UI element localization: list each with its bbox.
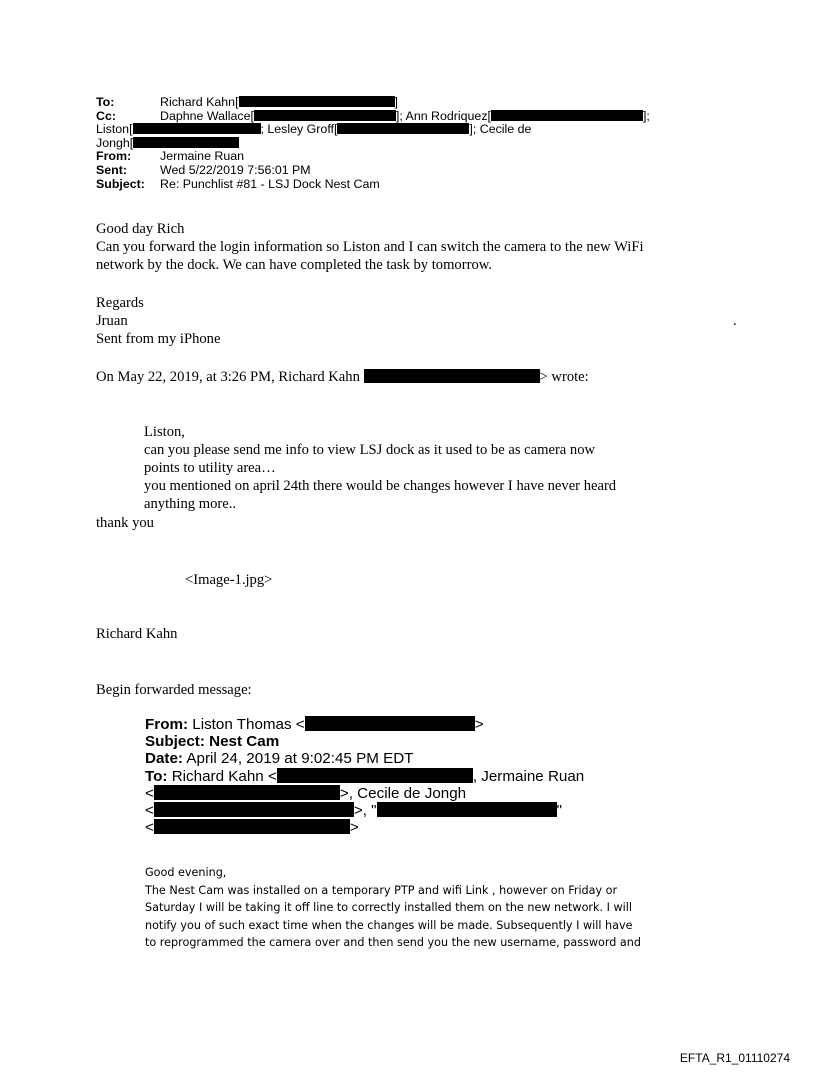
fwd-to-row-2	[145, 785, 584, 802]
cc-row-2	[96, 123, 650, 137]
fwd-to-row-4	[145, 819, 584, 836]
to-value: Richard Kahn[	[160, 95, 239, 109]
redaction	[254, 110, 396, 121]
signature: Sent from my iPhone	[96, 331, 221, 347]
cc-value: Daphne Wallace[	[160, 108, 254, 123]
redaction	[154, 819, 350, 834]
subject-row	[96, 178, 650, 192]
fwd-to-row-3	[145, 802, 584, 819]
quoted-signature: Richard Kahn	[96, 626, 178, 642]
fwd-to-label: To:	[145, 767, 168, 785]
cc-label: Cc:	[96, 108, 116, 123]
bracket: ]	[394, 95, 398, 109]
quoted-line: anything more..	[144, 496, 237, 512]
quoted-message	[144, 423, 616, 513]
fwd-from-row	[145, 716, 584, 733]
cc-row-3	[96, 137, 650, 151]
redaction	[337, 123, 469, 134]
cc-value: ]; Cecile de	[469, 122, 532, 137]
fwd-to-value: >, "	[353, 801, 377, 819]
cc-value: ];	[642, 108, 650, 123]
body-line: Saturday I will be taking it off line to correctly installed them on the new network. I will	[145, 901, 632, 915]
to-row	[96, 96, 650, 110]
document-id: EFTA_R1_01110274	[679, 1051, 790, 1065]
redaction	[277, 768, 473, 783]
redaction	[305, 716, 475, 731]
redaction	[154, 802, 354, 817]
subject-label: Subject:	[96, 176, 145, 191]
from-row	[96, 150, 650, 164]
fwd-subject-label: Subject:	[145, 733, 205, 751]
cc-value: ; Lesley Groff[	[260, 122, 338, 137]
redaction	[239, 96, 395, 107]
sent-value: Wed 5/22/2019 7:56:01 PM	[160, 162, 311, 177]
email-header	[96, 96, 650, 191]
fwd-to-value: Richard Kahn <	[167, 767, 277, 785]
body-line: Good evening,	[145, 866, 227, 879]
from-label: From:	[96, 149, 132, 164]
cc-value: ]; Ann Rodriquez[	[395, 108, 491, 123]
bracket: >	[474, 716, 484, 733]
stray-dot: .	[733, 313, 737, 329]
redaction	[133, 137, 239, 148]
redaction	[491, 110, 643, 121]
cc-value: Liston[	[96, 122, 133, 137]
quote-intro	[96, 368, 589, 386]
cc-row	[96, 110, 650, 124]
body-line: to reprogrammed the camera over and then send you the new username, password and	[145, 936, 641, 950]
from-value: Jermaine Ruan	[160, 149, 245, 164]
bracket: <	[145, 784, 154, 802]
fwd-from-value: Liston Thomas <	[188, 716, 305, 733]
fwd-from-label: From:	[145, 716, 189, 733]
redaction	[377, 802, 557, 817]
regards-block	[96, 294, 220, 348]
bracket: <	[145, 801, 154, 819]
redaction	[154, 785, 340, 800]
quoted-line: points to utility area…	[144, 460, 276, 476]
to-label: To:	[96, 95, 115, 109]
greeting: Good day Rich	[96, 221, 185, 237]
body-line: The Nest Cam was installed on a temporary PTP and wifi Link , however on Friday or	[145, 883, 618, 897]
fwd-subject-value: Nest Cam	[204, 733, 280, 751]
quoted-line: you mentioned on april 24th there would be changes however I have never heard	[144, 478, 617, 494]
cc-value: Jongh[	[96, 135, 134, 150]
sent-label: Sent:	[96, 162, 127, 177]
redaction	[133, 123, 261, 134]
fwd-to-row	[145, 768, 584, 785]
bracket: >	[349, 819, 359, 837]
fwd-date-value: April 24, 2019 at 9:02:45 PM EDT	[182, 750, 414, 768]
forwarded-body	[145, 864, 705, 952]
fwd-to-value: , Jermaine Ruan	[472, 767, 585, 785]
quote-intro-suffix: > wrote:	[539, 369, 589, 385]
reply-line: Can you forward the login information so Liston and I can switch the camera to the new WiFi	[96, 239, 644, 255]
reply-line: network by the dock. We can have completed the task by tomorrow.	[96, 257, 492, 273]
subject-value: Re: Punchlist #81 - LSJ Dock Nest Cam	[160, 176, 380, 191]
bracket: <	[145, 819, 154, 837]
body-line: notify you of such exact time when the changes will be made. Subsequently I will have	[145, 918, 633, 932]
redaction	[364, 369, 540, 383]
sent-row	[96, 164, 650, 178]
quoted-line: can you please send me info to view LSJ dock as it used to be as camera now	[144, 442, 596, 458]
fwd-date-row	[145, 750, 584, 767]
forwarded-header	[145, 716, 584, 836]
begin-forwarded: Begin forwarded message:	[96, 682, 252, 698]
sender-name: Jruan	[96, 313, 128, 329]
thank-you: thank you	[96, 515, 154, 531]
quoted-line: Liston,	[144, 424, 185, 440]
quote-intro-text: On May 22, 2019, at 3:26 PM, Richard Kahn	[96, 369, 360, 385]
fwd-date-label: Date:	[145, 750, 183, 768]
fwd-to-value: "	[556, 801, 562, 819]
fwd-to-value: >, Cecile de Jongh	[339, 784, 467, 802]
regards: Regards	[96, 295, 144, 311]
fwd-subject-row	[145, 733, 584, 750]
attachment-link[interactable]: <Image-1.jpg>	[185, 572, 273, 588]
reply-body	[96, 220, 644, 274]
